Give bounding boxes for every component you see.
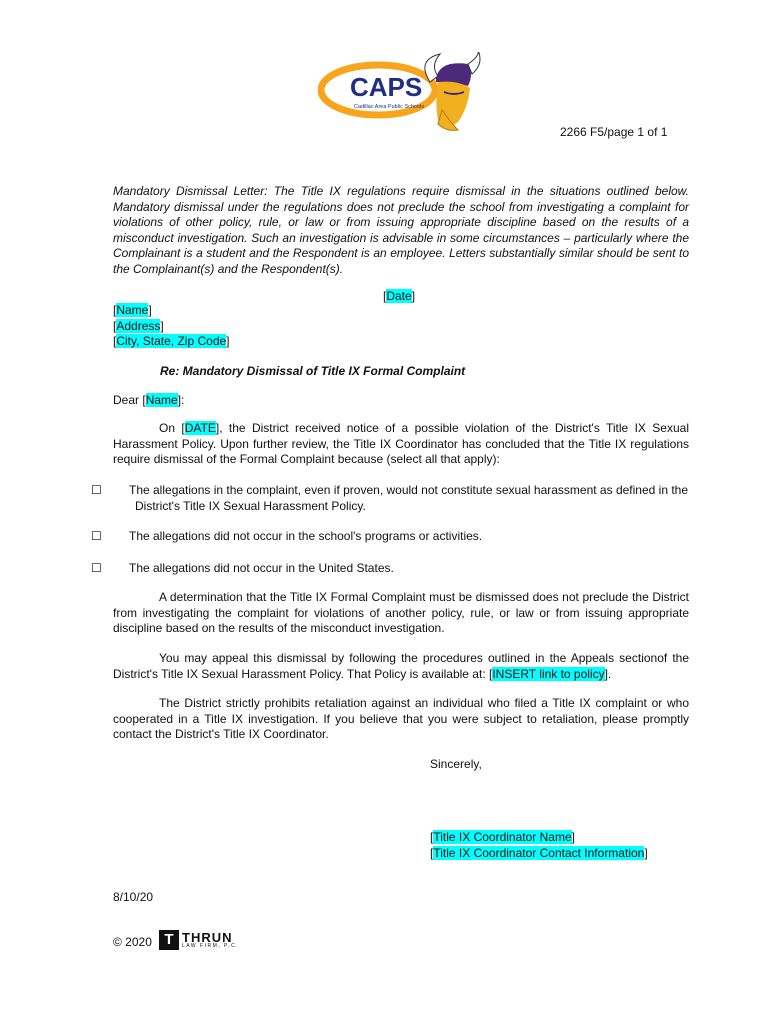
thrun-logo <box>159 930 239 950</box>
logo-text: CAPS <box>350 72 423 102</box>
salutation-name: Name <box>145 393 178 407</box>
thrun-subtitle: LAW FIRM, P.C. <box>182 943 240 949</box>
checkbox-icon[interactable]: ☐ <box>91 483 102 497</box>
thrun-t-icon: T <box>159 930 179 950</box>
checkbox-icon[interactable]: ☐ <box>91 561 102 575</box>
coordinator-name: Title IX Coordinator Name <box>433 830 572 844</box>
option-not-sexual-harassment: ☐ The allegations in the complaint, even if proven, would not constitute sexual harassment as defined in the District's Title IX Sexual Harassment Policy. <box>91 483 689 513</box>
footer-date: 8/10/20 <box>113 890 154 904</box>
policy-link-placeholder: INSERT link to policy <box>492 666 605 681</box>
coordinator-contact: Title IX Coordinator Contact Information <box>433 845 645 860</box>
checkbox-icon[interactable]: ☐ <box>91 529 102 543</box>
intro-paragraph: Mandatory Dismissal Letter: The Title IX regulations require dismissal in the situations outlined below. Mandatory dismissal under the regulations does not preclude the school from investigating a complaint for violations of other policy, rule, or law or from issuing appropriate discipline based on the results of a misconduct investigation. Such an investigation is advisable in some circumstances – particularly where the Complainant is a student and the Respondent is an employee. Letters substantially similar should be sent to the Complainant(s) and the Respondent(s). <box>113 184 689 276</box>
recipient-city-line: City, State, Zip Code <box>116 334 227 348</box>
page-reference: 2266 F5/page 1 of 1 <box>560 125 668 139</box>
notice-date-placeholder: DATE <box>184 421 216 435</box>
option-not-in-us: ☐ The allegations did not occur in the United States. <box>91 561 394 575</box>
thrun-name: THRUN <box>182 930 233 945</box>
closing: Sincerely, <box>430 757 482 771</box>
option-not-in-programs: ☐ The allegations did not occur in the school's programs or activities. <box>91 529 483 543</box>
logo-subtitle: Cadillac Area Public Schools <box>354 104 425 110</box>
recipient-address-line: Address <box>116 318 161 333</box>
recipient-address: [Name] [Address] [City, State, Zip Code] <box>113 303 230 348</box>
paragraph-notice: On [DATE], the District received notice of a possible violation of the District's Title IX Sexual Harassment Policy. Upon further review, the Title IX Coordinator has concluded that the Title IX regulations require dismissal of the Formal Complaint because (select all that apply): <box>113 421 689 466</box>
salutation: Dear [Name]: <box>113 393 185 407</box>
paragraph-appeal: You may appeal this dismissal by following the procedures outlined in the Appeals sectionof the District's Title IX Sexual Harassment Policy. That Policy is available at: [INSERT link to policy]. <box>113 651 689 681</box>
date-placeholder: Date <box>386 289 412 303</box>
recipient-name: Name <box>116 303 149 317</box>
paragraph-retaliation: The District strictly prohibits retaliation against an individual who filed a Title IX complaint or who cooperated in a Title IX investigation. If you believe that you were subject to retaliation, please promptly contact the District's Title IX Coordinator. <box>113 696 689 741</box>
subject-line: Re: Mandatory Dismissal of Title IX Formal Complaint <box>160 364 466 378</box>
caps-logo <box>318 52 483 132</box>
paragraph-determination: A determination that the Title IX Formal Complaint must be dismissed does not preclude the District from investigating the complaint for violations of another policy, rule, or law or from issuing appropriate discipline based on the results of the misconduct investigation. <box>113 590 689 635</box>
footer-copyright: © 2020 <box>113 935 152 949</box>
date-line: [Date] <box>383 289 416 303</box>
signature-block: [Title IX Coordinator Name] [Title IX Coordinator Contact Information] <box>430 830 648 860</box>
